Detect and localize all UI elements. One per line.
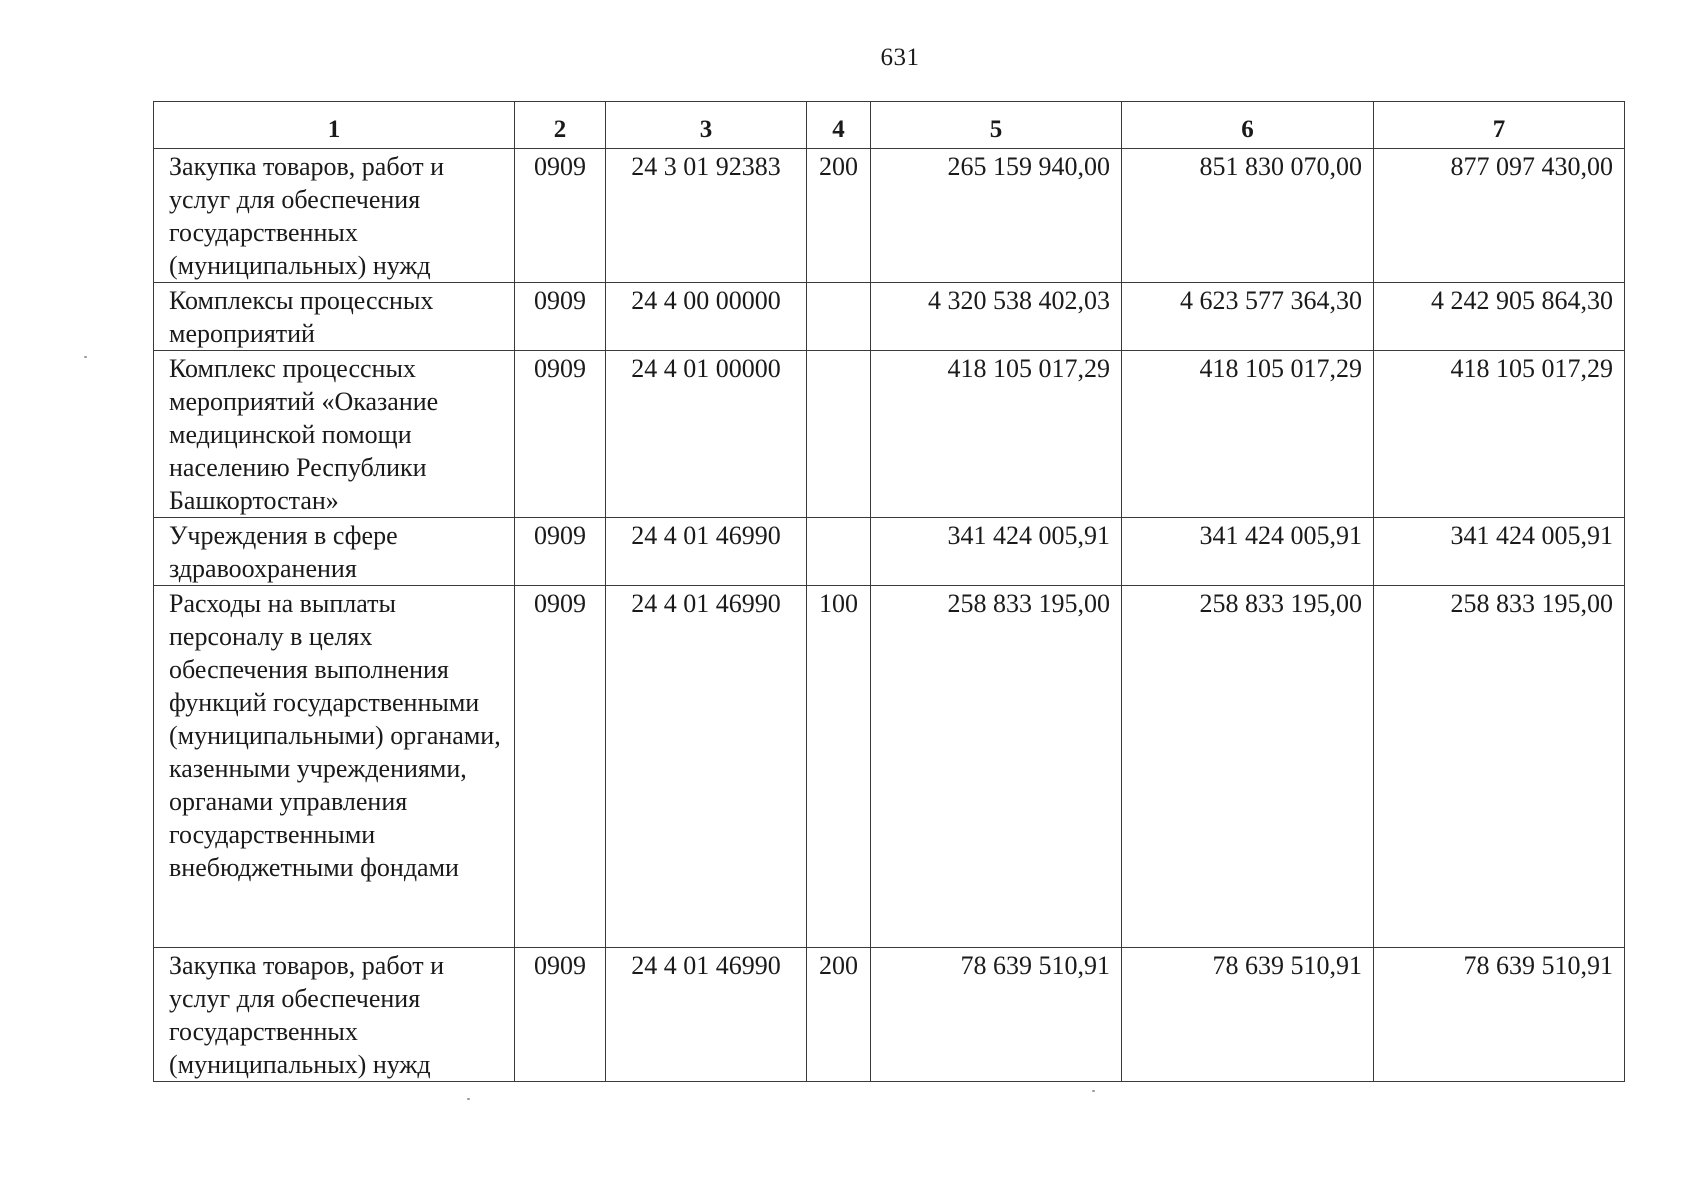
column-header-7: 7 [1374,102,1625,149]
row-amount-col7: 418 105 017,29 [1374,351,1625,518]
row-section-code: 0909 [515,586,606,948]
row-amount-col7: 341 424 005,91 [1374,518,1625,586]
page-number: 631 [880,44,920,71]
budget-table [153,101,1625,1082]
row-section-code: 0909 [515,149,606,283]
row-name: Учреждения в сфере здравоохранения [154,518,515,586]
row-target-code: 24 4 00 00000 [606,283,807,351]
row-name: Комплекс процессных мероприятий «Оказание медицинской помощи населению Республики Башкортостан» [154,351,515,518]
row-section-code: 0909 [515,518,606,586]
row-amount-col6: 4 623 577 364,30 [1122,283,1374,351]
row-expense-type [807,283,871,351]
table-row [154,351,1625,518]
row-target-code: 24 3 01 92383 [606,149,807,283]
scan-speck [84,356,87,358]
column-header-2: 2 [515,102,606,149]
row-amount-col5: 341 424 005,91 [871,518,1122,586]
row-amount-col5: 258 833 195,00 [871,586,1122,948]
scan-speck [1092,1090,1095,1092]
header-row [154,102,1625,149]
row-target-code: 24 4 01 00000 [606,351,807,518]
row-amount-col7: 78 639 510,91 [1374,948,1625,1082]
row-amount-col5: 4 320 538 402,03 [871,283,1122,351]
row-section-code: 0909 [515,283,606,351]
row-name: Расходы на выплаты персоналу в целях обеспечения выполнения функций государственными (муниципальными) органами, казенными учреждениями, органами управления государственными внебюджетными фондами [154,586,515,948]
row-name: Закупка товаров, работ и услуг для обеспечения государственных (муниципальных) нужд [154,948,515,1082]
row-expense-type [807,518,871,586]
row-amount-col6: 341 424 005,91 [1122,518,1374,586]
row-amount-col7: 877 097 430,00 [1374,149,1625,283]
row-section-code: 0909 [515,948,606,1082]
table-row [154,283,1625,351]
column-header-1: 1 [154,102,515,149]
scan-speck [467,1098,470,1100]
row-amount-col6: 78 639 510,91 [1122,948,1374,1082]
row-expense-type: 200 [807,149,871,283]
column-header-4: 4 [807,102,871,149]
row-amount-col5: 418 105 017,29 [871,351,1122,518]
row-target-code: 24 4 01 46990 [606,518,807,586]
row-expense-type: 200 [807,948,871,1082]
row-amount-col6: 418 105 017,29 [1122,351,1374,518]
row-expense-type: 100 [807,586,871,948]
row-amount-col5: 265 159 940,00 [871,149,1122,283]
row-amount-col6: 851 830 070,00 [1122,149,1374,283]
row-expense-type [807,351,871,518]
row-amount-col7: 4 242 905 864,30 [1374,283,1625,351]
row-amount-col5: 78 639 510,91 [871,948,1122,1082]
column-header-5: 5 [871,102,1122,149]
row-amount-col6: 258 833 195,00 [1122,586,1374,948]
row-name: Закупка товаров, работ и услуг для обеспечения государственных (муниципальных) нужд [154,149,515,283]
row-target-code: 24 4 01 46990 [606,586,807,948]
row-target-code: 24 4 01 46990 [606,948,807,1082]
row-amount-col7: 258 833 195,00 [1374,586,1625,948]
column-header-6: 6 [1122,102,1374,149]
row-section-code: 0909 [515,351,606,518]
table-row [154,586,1625,948]
table-row [154,518,1625,586]
column-header-3: 3 [606,102,807,149]
table-row [154,948,1625,1082]
table-row [154,149,1625,283]
row-name: Комплексы процессных мероприятий [154,283,515,351]
